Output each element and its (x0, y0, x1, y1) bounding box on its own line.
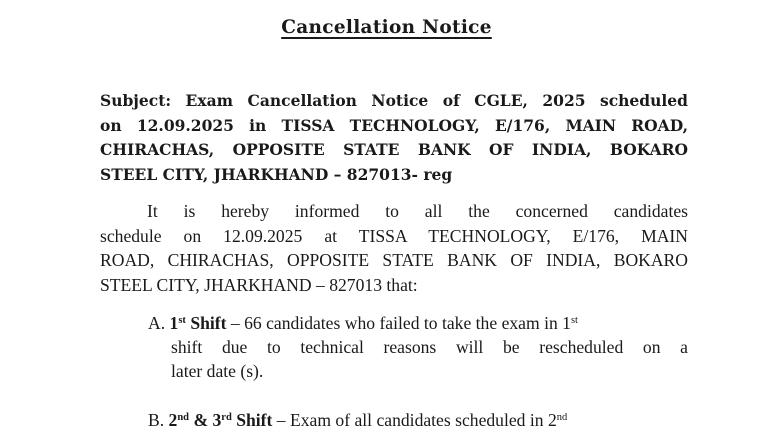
notice-title (0, 17, 773, 38)
list-item-text: – 66 candidates who failed to take the exam in 1 (230, 313, 571, 333)
shift-label: 2nd & 3rd Shift (168, 410, 273, 430)
subject-line: CHIRACHAS, OPPOSITE STATE BANK OF INDIA, BOKARO (100, 140, 688, 159)
list-marker: B. (148, 410, 165, 430)
body-line: ROAD, CHIRACHAS, OPPOSITE STATE BANK OF INDIA, BOKARO (100, 250, 688, 270)
ordinal-suffix: nd (556, 412, 568, 423)
list-marker: A. (148, 313, 166, 333)
list-item-line (148, 311, 688, 335)
subject-line: Subject: Exam Cancellation Notice of CGLE, 2025 scheduled (100, 91, 688, 110)
list-item-line (148, 408, 688, 432)
body-line: schedule on 12.09.2025 at TISSA TECHNOLOGY, E/176, MAIN (100, 225, 688, 246)
shift-label: 1st Shift (169, 313, 227, 333)
subject-block (100, 89, 688, 187)
subject-line: on 12.09.2025 in TISSA TECHNOLOGY, E/176, MAIN ROAD, (100, 115, 688, 135)
list-item-b (148, 408, 688, 432)
notice-title-text: Cancellation Notice (281, 17, 492, 38)
subject-line: STEEL CITY, JHARKHAND – 827013- reg (100, 164, 453, 184)
list-item-line: later date (s). (171, 361, 264, 381)
list-item-text: – Exam of all candidates scheduled in 2 (276, 410, 557, 430)
list-item-line: shift due to technical reasons will be rescheduled on a (171, 337, 688, 357)
ordinal-suffix: st (570, 315, 578, 326)
body-line: STEEL CITY, JHARKHAND – 827013 that: (100, 274, 418, 295)
list-item-a (148, 311, 688, 383)
body-line: It is hereby informed to all the concerned candidates (147, 201, 688, 221)
body-paragraph (100, 199, 688, 297)
